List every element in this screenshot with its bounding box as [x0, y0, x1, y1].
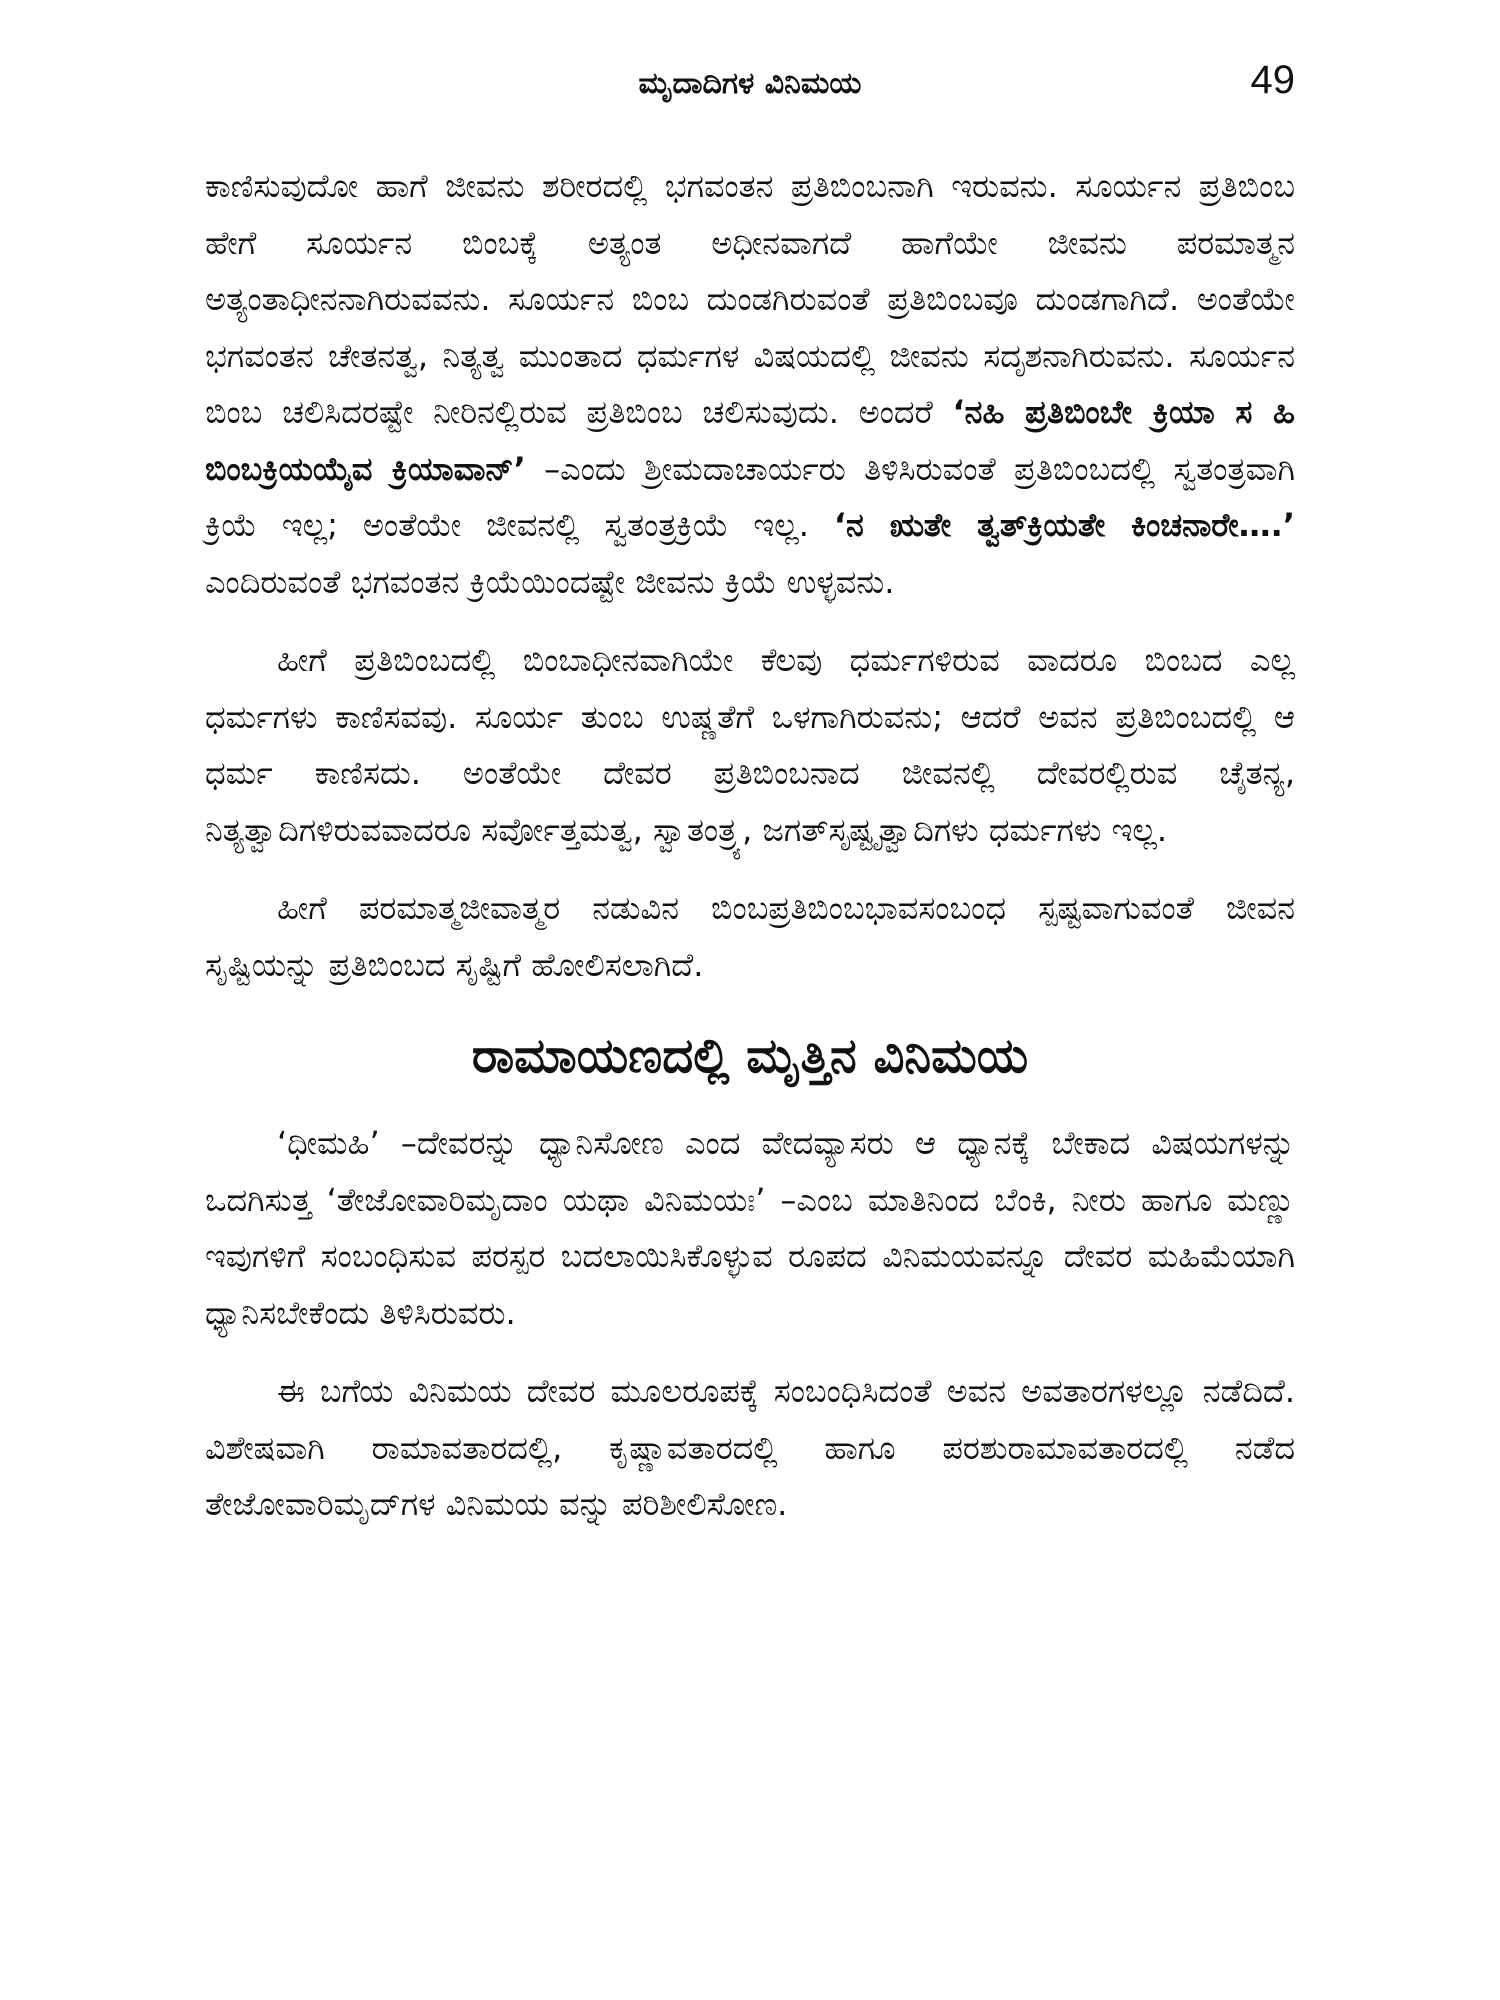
sanskrit-quote-2: ‘ನ ಋತೇ ತ್ವತ್‌ಕ್ರಿಯತೇ ಕಿಂಚನಾರೇ….’: [833, 506, 1295, 544]
section-heading: ರಾಮಾಯಣದಲ್ಲಿ ಮೃತ್ತಿನ ವಿನಿಮಯ: [471, 1028, 1029, 1084]
running-title: ಮೃದಾದಿಗಳ ವಿನಿಮಯ: [638, 66, 862, 101]
paragraph-1-text-a: ಕಾಣಿಸುವುದೋ ಹಾಗೆ ಜೀವನು ಶರೀರದಲ್ಲಿ ಭಗವಂತನ ಪ್ರತಿಬಿಂಬನಾಗಿ ಇರುವನು. ಸೂರ್ಯನ ಪ್ರತಿಬಿಂಬ ಹೇಗೆ ಸೂರ್ಯನ ಬಿಂಬಕ್ಕೆ ಅತ್ಯಂತ ಅಧೀನವಾಗದೆ ಹಾಗೆಯೇ ಜೀವನು ಪರಮಾತ್ಮನ ಅತ್ಯಂತಾಧೀನನಾಗಿರುವವನು. ಸೂರ್ಯನ ಬಿಂಬ ದುಂಡಗಿರುವಂತೆ ಪ್ರತಿಬಿಂಬವೂ ದುಂಡಗಾಗಿದೆ. ಅಂತೆಯೇ ಭಗವಂತನ ಚೇತನತ್ವ, ನಿತ್ಯತ್ವ ಮುಂತಾದ ಧರ್ಮಗಳ ವಿಷಯದಲ್ಲಿ ಜೀವನು ಸದೃಶನಾಗಿರುವನು. ಸೂರ್ಯನ ಬಿಂಬ ಚಲಿಸಿದರಷ್ಟೇ ನೀರಿನಲ್ಲಿರುವ ಪ್ರತಿಬಿಂಬ ಚಲಿಸುವುದು. ಅಂದರೆ: [205, 167, 1295, 431]
paragraph-1-text-b: –ಎಂದು ಶ್ರೀಮದಾಚಾರ್ಯರು ತಿಳಿಸಿರುವಂತೆ ಪ್ರತಿಬಿಂಬದಲ್ಲಿ ಸ್ವತಂತ್ರವಾಗಿ ಕ್ರಿಯೆ ಇಲ್ಲ; ಅಂತೆಯೇ ಜೀವನಲ್ಲಿ ಸ್ವತಂತ್ರಕ್ರಿಯೆ ಇಲ್ಲ.: [205, 449, 1295, 544]
paragraph-1-text-c: ಎಂದಿರುವಂತೆ ಭಗವಂತನ ಕ್ರಿಯೆಯಿಂದಷ್ಟೇ ಜೀವನು ಕ್ರಿಯೆ ಉಳ್ಳವನು.: [205, 562, 895, 601]
paragraph-2: ಹೀಗೆ ಪ್ರತಿಬಿಂಬದಲ್ಲಿ ಬಿಂಬಾಧೀನವಾಗಿಯೇ ಕೆಲವು ಧರ್ಮಗಳಿರುವ ವಾದರೂ ಬಿಂಬದ ಎಲ್ಲ ಧರ್ಮಗಳು ಕಾಣಿಸವವು. ಸೂರ್ಯ ತುಂಬ ಉಷ್ಣತೆಗೆ ಒಳಗಾಗಿರುವನು; ಆದರೆ ಅವನ ಪ್ರತಿಬಿಂಬದಲ್ಲಿ ಆ ಧರ್ಮ ಕಾಣಿಸದು. ಅಂತೆಯೇ ದೇವರ ಪ್ರತಿಬಿಂಬನಾದ ಜೀವನಲ್ಲಿ ದೇವರಲ್ಲಿರುವ ಚೈತನ್ಯ, ನಿತ್ಯತ್ವಾದಿಗಳಿರುವವಾದರೂ ಸರ್ವೋತ್ತಮತ್ವ, ಸ್ವಾತಂತ್ರ್ಯ, ಜಗತ್‌ಸೃಷ್ಟೃತ್ವಾದಿಗಳು ಧರ್ಮಗಳು ಇಲ್ಲ.: [205, 641, 1295, 849]
paragraph-1: [205, 158, 1295, 610]
sanskrit-quote-1: ‘ನಹಿ ಪ್ರತಿಬಿಂಬೇ ಕ್ರಿಯಾ ಸ ಹಿ ಬಿಂಬಕ್ರಿಯಯೈವ ಕ್ರಿಯಾವಾನ್’: [205, 393, 1295, 488]
body-text: [205, 158, 1295, 1533]
running-header: [0, 58, 1500, 118]
paragraph-4: ‘ಧೀಮಹಿ’ –ದೇವರನ್ನು ಧ್ಯಾನಿಸೋಣ ಎಂದ ವೇದವ್ಯಾಸರು ಆ ಧ್ಯಾನಕ್ಕೆ ಬೇಕಾದ ವಿಷಯಗಳನ್ನು ಒದಗಿಸುತ್ತ ‘ತೇಜೋವಾರಿಮೃದಾಂ ಯಥಾ ವಿನಿಮಯಃ’ –ಎಂಬ ಮಾತಿನಿಂದ ಬೆಂಕಿ, ನೀರು ಹಾಗೂ ಮಣ್ಣು ಇವುಗಳಿಗೆ ಸಂಬಂಧಿಸುವ ಪರಸ್ಪರ ಬದಲಾಯಿಸಿಕೊಳ್ಳುವ ರೂಪದ ವಿನಿಮಯವನ್ನೂ ದೇವರ ಮಹಿಮೆಯಾಗಿ ಧ್ಯಾನಿಸಬೇಕೆಂದು ತಿಳಿಸಿರುವರು.: [205, 1124, 1295, 1332]
paragraph-5: ಈ ಬಗೆಯ ವಿನಿಮಯ ದೇವರ ಮೂಲರೂಪಕ್ಕೆ ಸಂಬಂಧಿಸಿದಂತೆ ಅವನ ಅವತಾರಗಳಲ್ಲೂ ನಡೆದಿದೆ. ವಿಶೇಷವಾಗಿ ರಾಮಾವತಾರದಲ್ಲಿ, ಕೃಷ್ಣಾವತಾರದಲ್ಲಿ ಹಾಗೂ ಪರಶುರಾಮಾವತಾರದಲ್ಲಿ ನಡೆದ ತೇಜೋವಾರಿಮೃದ್‌ಗಳ ವಿನಿಮಯ ವನ್ನು ಪರಿಶೀಲಿಸೋಣ.: [205, 1372, 1295, 1523]
paragraph-3: ಹೀಗೆ ಪರಮಾತ್ಮಜೀವಾತ್ಮರ ನಡುವಿನ ಬಿಂಬಪ್ರತಿಬಿಂಬಭಾವಸಂಬಂಧ ಸ್ಪಷ್ಟವಾಗುವಂತೆ ಜೀವನ ಸೃಷ್ಟಿಯನ್ನು ಪ್ರತಿಬಿಂಬದ ಸೃಷ್ಟಿಗೆ ಹೋಲಿಸಲಾಗಿದೆ.: [205, 889, 1295, 984]
page-number: 49: [1250, 58, 1295, 102]
